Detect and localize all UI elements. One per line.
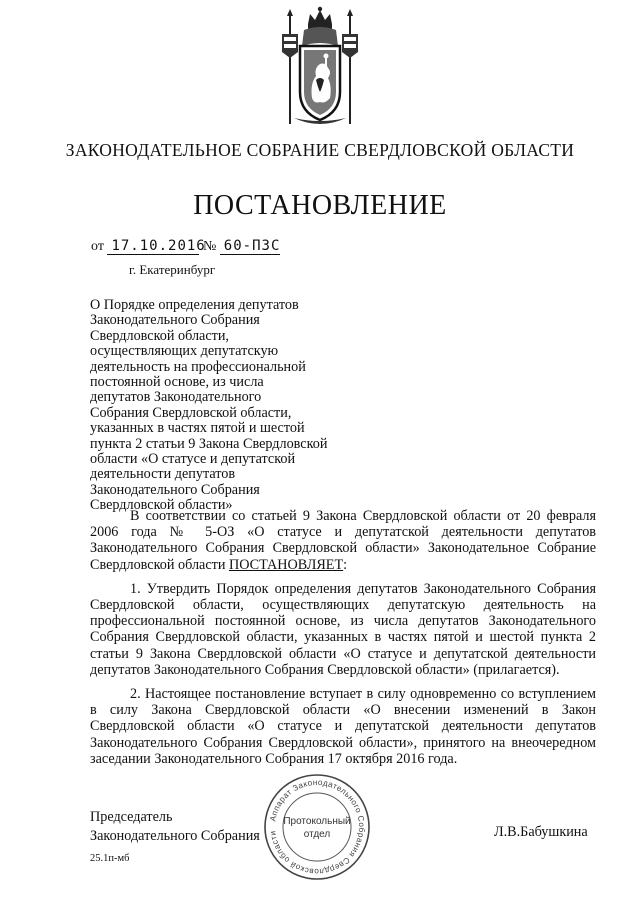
subject-line: Собрания Свердловской области, <box>90 404 292 421</box>
coat-of-arms-emblem <box>270 6 370 128</box>
stamp-center-line-2: отдел <box>303 829 331 840</box>
document-code: 25.1п-мб <box>90 853 130 864</box>
item-2-paragraph: 2. Настоящее постановление вступает в силу одновременно со вступлением в силу Закона Свердловской области «О внесении изменений в Закон Свердловской области «О статусе и депутатской деятельности депутатов Законодательного Собрания Свердловской области», принятого на внеочередном заседании Законодательного Собрания 17 октября 2016 года. <box>90 686 596 767</box>
subject-line: деятельности депутатов <box>90 466 236 483</box>
subject-line: пункта 2 статьи 9 Закона Свердловской <box>90 435 328 452</box>
signatory-title <box>90 808 260 846</box>
subject-line: осуществляющих депутатскую <box>90 343 279 360</box>
subject-line: постоянной основе, из числа <box>90 374 264 391</box>
subject-line: депутатов Законодательного <box>90 389 262 406</box>
resolves-word: ПОСТАНОВЛЯЕТ <box>228 556 344 573</box>
subject-line: Свердловской области, <box>90 327 229 344</box>
signatory-title-line-1: Председатель <box>90 809 173 825</box>
subject-line: указанных в частях пятой и шестой <box>90 420 305 437</box>
preamble-text: В соответствии со статьей 9 Закона Свердловской области от 20 февраля 2006 года № 5-ОЗ «О статусе и депутатской деятельности депутатов Законодательного Собрания Свердловской области» Законодательное Собрание Свердловской области <box>90 508 596 573</box>
date-number-line <box>91 238 280 255</box>
document-type-title: ПОСТАНОВЛЕНИЕ <box>193 190 447 221</box>
preamble-paragraph <box>90 508 596 573</box>
subject-line: Законодательного Собрания <box>90 481 260 498</box>
organization-title: ЗАКОНОДАТЕЛЬНОЕ СОБРАНИЕ СВЕРДЛОВСКОЙ ОБЛАСТИ <box>65 140 575 160</box>
document-body <box>90 508 596 775</box>
date-label: от <box>91 239 104 254</box>
subject-line: Свердловской области» <box>90 497 233 514</box>
stamp-center-line-1: Протокольный <box>283 816 351 827</box>
subject-line: деятельность на профессиональной <box>90 358 306 375</box>
resolves-punct: : <box>343 556 348 573</box>
round-stamp <box>262 772 372 882</box>
number-label: № <box>202 239 217 254</box>
document-subject <box>90 298 380 514</box>
city-label: г. Екатеринбург <box>129 262 216 277</box>
subject-line: области «О статусе и депутатской <box>90 451 296 468</box>
subject-line: О Порядке определения депутатов <box>90 297 299 313</box>
subject-line: Законодательного Собрания <box>90 312 260 329</box>
document-date: 17.10.2016 <box>107 238 199 255</box>
stamp-ring-text: Аппарат Законодательного Собрания Свердловской области <box>268 777 367 877</box>
document-number: 60-ПЗС <box>220 238 280 255</box>
item-1-paragraph: 1. Утвердить Порядок определения депутатов Законодательного Собрания Свердловской области, осуществляющих депутатскую деятельность на профессиональной постоянной основе, из числа депутатов Законодательного Собрания Свердловской области, указанных в частях пятой и шестой пункта 2 статьи 9 Закона Свердловской области «О статусе и депутатской деятельности депутатов Законодательного Собрания Свердловской области» (прилагается). <box>90 580 596 678</box>
signatory-name: Л.В.Бабушкина <box>494 824 588 840</box>
signatory-title-line-2: Законодательного Собрания <box>90 828 260 844</box>
